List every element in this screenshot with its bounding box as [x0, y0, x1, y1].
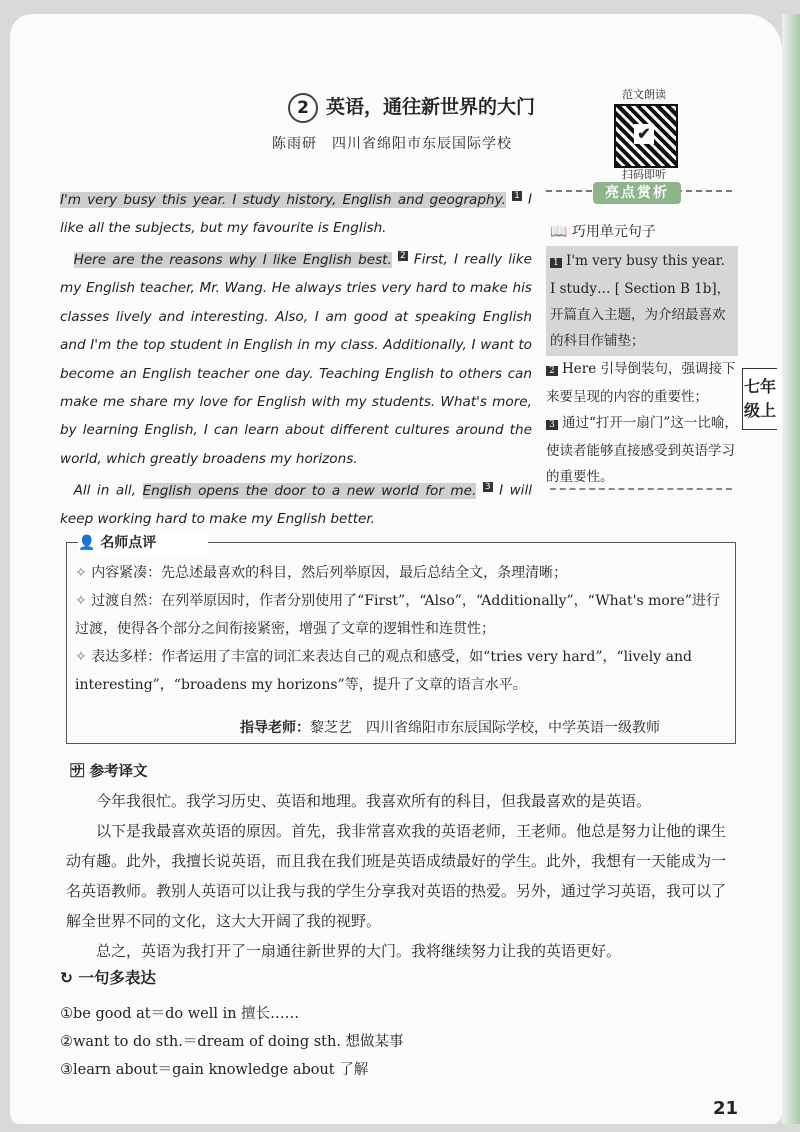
essay-paragraph-2 — [60, 242, 532, 473]
article-number: 2 — [288, 93, 318, 123]
sidebar-notes — [546, 246, 738, 490]
note-number: 1 — [550, 258, 562, 268]
essay-paragraph-3 — [60, 473, 532, 533]
qr-caption-top: 范文朗读 — [622, 88, 666, 101]
note-1 — [546, 246, 738, 356]
essay-text: All in all, — [73, 482, 137, 499]
sidebar-subtitle — [550, 221, 656, 241]
note-text: Here 引导倒装句，强调接下来要呈现的内容的重要性； — [546, 361, 736, 405]
essay-text: I like all the subjects, but my favourite is English. — [60, 191, 532, 236]
highlight-sentence-1: I'm very busy this year. I study history, English and geography. — [60, 191, 506, 208]
grade-tab: 七年级上 — [742, 368, 777, 430]
comment-title — [78, 532, 208, 556]
qr-caption-bottom: 扫码即听 — [622, 168, 666, 181]
page-edge — [782, 14, 800, 1124]
sparkle-icon: ✧ — [75, 565, 87, 581]
comment-text: 过渡自然：在列举原因时，作者分别使用了“First”，“Also”，“Additionally”，“What's more”进行过渡，使得各个部分之间衔接紧密，增强了文章的逻辑性和连贯性； — [75, 593, 720, 637]
expression-1: ①be good at＝do well in 擅长…… — [60, 1006, 300, 1022]
sparkle-icon: ✧ — [75, 593, 87, 609]
note-2 — [546, 356, 738, 410]
sparkle-icon: ✧ — [75, 649, 87, 665]
title-text: 英语，通往新世界的大门 — [326, 96, 536, 118]
translation-paragraph-2: 以下是我最喜欢英语的原因。首先，我非常喜欢我的英语老师，王老师。他总是努力让他的课生动有趣。此外，我擅长说英语，而且我在我们班是英语成绩最好的学生。此外，我想有一天能成为一名英语教师。教别人英语可以让我与我的学生分享我对英语的热爱。另外，通过学习英语，我可以了解全世界不同的文化，这大大开阔了我的视野。 — [66, 822, 727, 930]
note-3 — [546, 410, 738, 490]
comment-title-text: 名师点评 — [100, 535, 157, 551]
expressions-list — [60, 1000, 404, 1084]
note-number: 3 — [546, 420, 558, 430]
expression-2: ②want to do sth.＝dream of doing sth. 想做某事 — [60, 1034, 404, 1050]
comment-item-3 — [75, 643, 725, 699]
book-icon: 📖 — [550, 224, 568, 240]
essay — [60, 182, 532, 533]
translation-paragraph-3: 总之，英语为我打开了一扇通往新世界的大门。我将继续努力让我的英语更好。 — [96, 942, 622, 960]
teacher-credit — [240, 717, 660, 737]
essay-text: First, I really like my English teacher, Mr. Wang. He always tries very hard to make his classes lively and interesting. Also, I am good at speaking English and I'm the top student in English in my class. Additionally, I want to become an English teacher one day. Teaching English to others can make me share my love for English with my students. What's more, by learning English, I can learn about different cultures around the world, which greatly broadens my horizons. — [60, 251, 533, 467]
expression-3: ③learn about＝gain knowledge about 了解 — [60, 1062, 369, 1078]
expressions-title — [60, 966, 156, 988]
cycle-icon: ↻ — [60, 969, 73, 987]
person-icon: 👤 — [78, 535, 96, 551]
sidebar-end-divider — [550, 488, 732, 490]
page-number: 21 — [713, 1098, 739, 1119]
teacher-label: 指导老师： — [240, 720, 310, 736]
checkmark-icon: ✔ — [634, 124, 654, 144]
note-number: 2 — [546, 366, 558, 376]
teacher-info: 四川省绵阳市东辰国际学校，中学英语一级教师 — [366, 720, 660, 736]
subtitle-text: 巧用单元句子 — [571, 224, 656, 240]
page — [10, 14, 782, 1124]
teacher-name: 黎芝艺 — [310, 720, 352, 736]
highlights-badge: 亮点赏析 — [593, 182, 681, 204]
comment-box — [66, 542, 736, 744]
note-text: I'm very busy this year. I study… [ Section B 1b]，开篇直入主题，为介绍最喜欢的科目作铺垫； — [550, 253, 731, 349]
author-line: 陈雨研 四川省绵阳市东辰国际学校 — [272, 136, 512, 152]
comment-item-1 — [75, 559, 725, 587]
mark-3: 3 — [484, 482, 491, 493]
mark-1: 1 — [514, 191, 520, 201]
translation-title — [70, 760, 148, 781]
comment-text: 内容紧凑：先总述最喜欢的科目，然后列举原因，最后总结全文，条理清晰； — [91, 565, 568, 581]
expressions-title-text: 一句多表达 — [78, 969, 156, 987]
comment-item-2 — [75, 587, 725, 643]
translation-paragraph-1: 今年我很忙。我学习历史、英语和地理。我喜欢所有的科目，但我最喜欢的是英语。 — [96, 792, 652, 810]
highlight-sentence-2: Here are the reasons why I like English best. — [73, 251, 392, 268]
essay-paragraph-1 — [60, 182, 532, 242]
note-text: 通过“打开一扇门”这一比喻，使读者能够直接感受到英语学习的重要性。 — [546, 415, 738, 485]
mark-2: 2 — [400, 251, 406, 262]
comment-text: 表达多样：作者运用了丰富的词汇来表达自己的观点和感受，如“tries very hard”，“lively and interesting”，“broadens my horizons”等，提升了文章的语言水平。 — [75, 649, 692, 693]
translation — [66, 786, 730, 966]
article-title — [288, 92, 535, 123]
comment-items — [75, 559, 725, 699]
translate-icon: 🈂 — [70, 764, 85, 780]
translation-title-text: 参考译文 — [89, 764, 148, 780]
essay-text: I will keep working hard to make my English better. — [60, 482, 533, 528]
highlight-sentence-3: English opens the door to a new world for me. — [142, 482, 477, 499]
